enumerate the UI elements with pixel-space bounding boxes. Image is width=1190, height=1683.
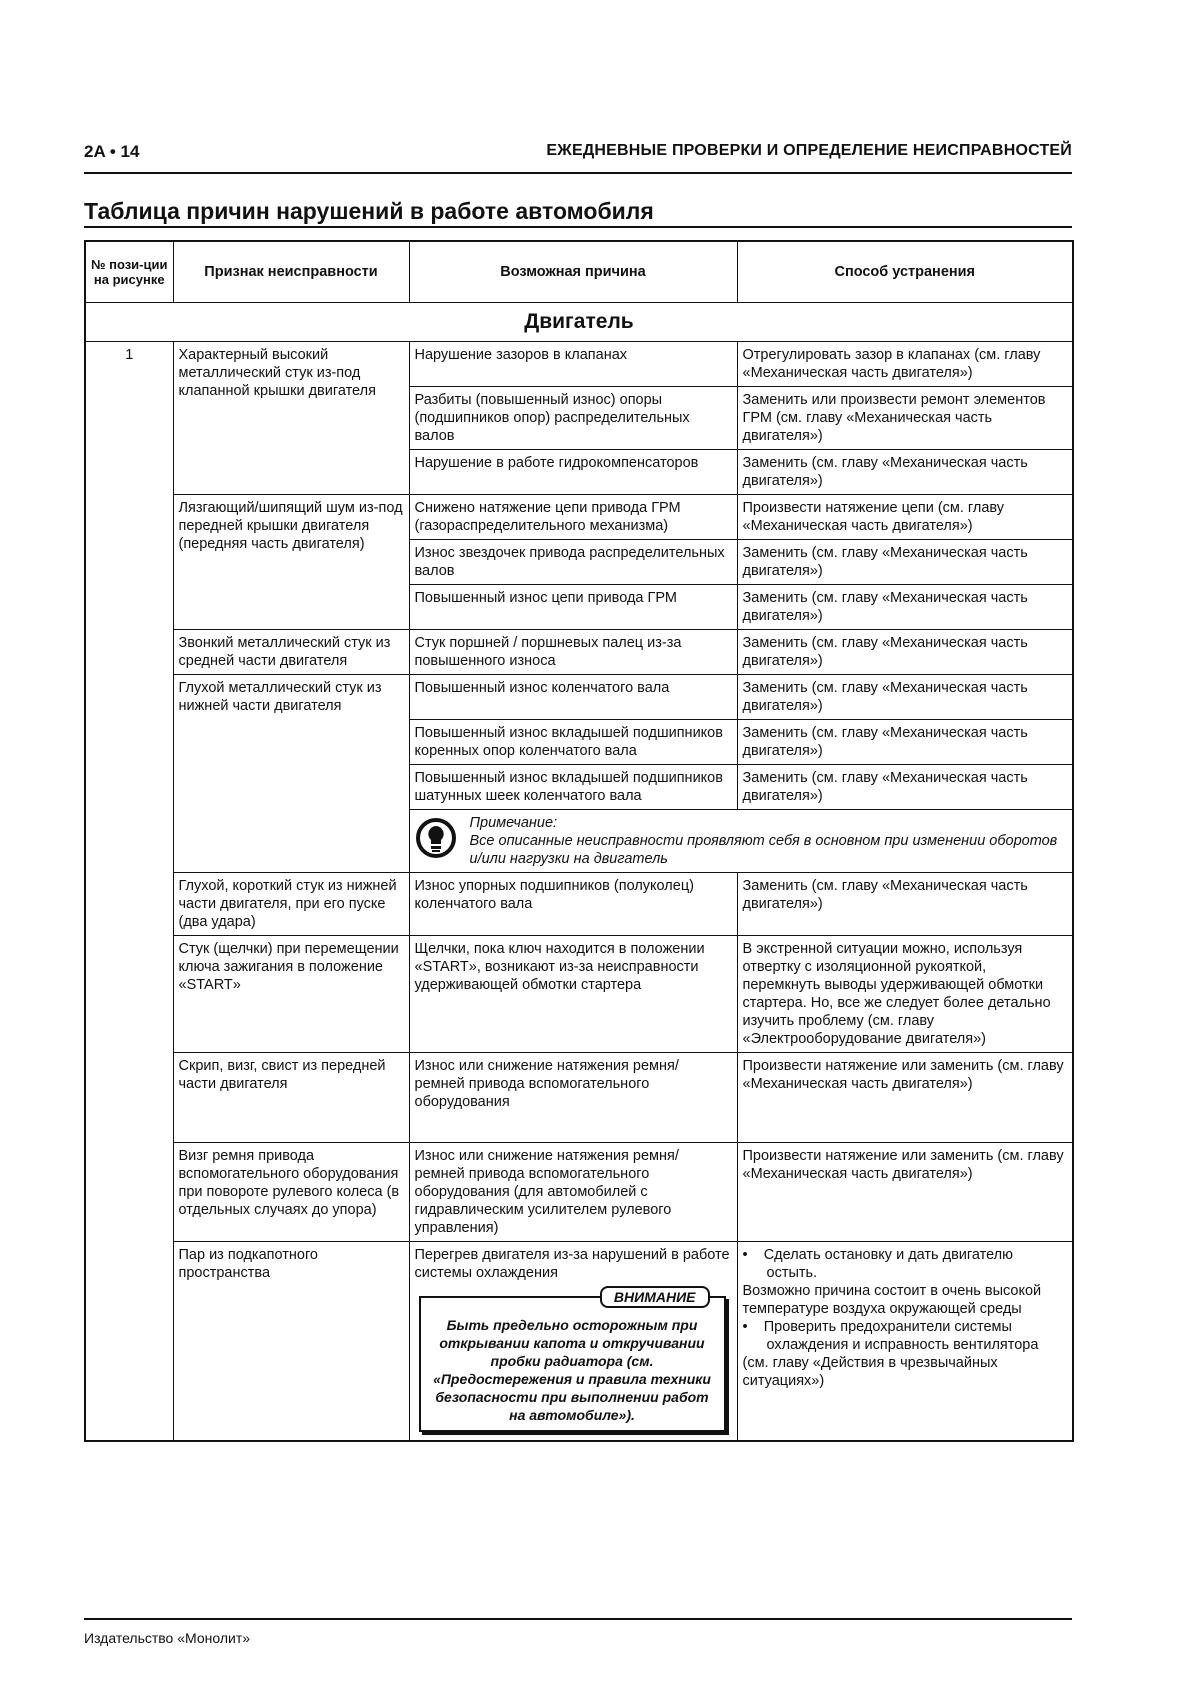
- running-head: ЕЖЕДНЕВНЫЕ ПРОВЕРКИ И ОПРЕДЕЛЕНИЕ НЕИСПРАВНОСТЕЙ: [546, 142, 1072, 159]
- table-row: [85, 495, 1073, 540]
- note-cell: [409, 810, 1073, 873]
- remedy-cell: В экстренной ситуации можно, используя отвертку с изоляционной рукояткой, перемкнуть выводы удерживающей обмотки стартера. Но, все же следует более детально изучить проблему (см. главу «Электрооборудование двигателя»): [737, 936, 1073, 1053]
- remedy-bullet-text: Сделать остановку и дать двигателю остыть.: [763, 1247, 1013, 1281]
- symptom-cell: Характерный высокий металлический стук из-под клапанной крышки двигателя: [173, 342, 409, 495]
- remedy-reference: (см. главу «Действия в чрезвычайных ситуациях»): [742, 1355, 998, 1389]
- cause-cell: [409, 1242, 737, 1442]
- symptom-cell: Пар из подкапотного пространства: [173, 1242, 409, 1442]
- table-row: [85, 873, 1073, 936]
- remedy-cell: Произвести натяжение или заменить (см. главу «Механическая часть двигателя»): [737, 1143, 1073, 1242]
- fault-table: [84, 240, 1074, 1442]
- cause-cell: Повышенный износ цепи привода ГРМ: [409, 585, 737, 630]
- header-rule: [84, 172, 1072, 174]
- lightbulb-icon: [416, 818, 456, 858]
- cause-cell: Износ или снижение натяжения ремня/ ремней привода вспомогательного оборудования (для автомобилей с гидравлическим усилителем рулевого управления): [409, 1143, 737, 1242]
- cause-cell: Износ или снижение натяжения ремня/ ремней привода вспомогательного оборудования: [409, 1053, 737, 1143]
- section-row: [85, 303, 1073, 342]
- remedy-cell: Заменить или произвести ремонт элементов ГРМ (см. главу «Механическая часть двигателя»): [737, 387, 1073, 450]
- table-row: [85, 675, 1073, 720]
- cause-cell: Повышенный износ коленчатого вала: [409, 675, 737, 720]
- note-text: Все описанные неисправности проявляют себя в основном при изменении оборотов и/или нагрузки на двигатель: [469, 833, 1058, 867]
- column-header-cause: Возможная причина: [409, 241, 737, 303]
- remedy-cell: Заменить (см. главу «Механическая часть двигателя»): [737, 720, 1073, 765]
- remedy-cell: Отрегулировать зазор в клапанах (см. главу «Механическая часть двигателя»): [737, 342, 1073, 387]
- remedy-cell: Заменить (см. главу «Механическая часть двигателя»): [737, 675, 1073, 720]
- table-row: [85, 342, 1073, 387]
- symptom-cell: Визг ремня привода вспомогательного оборудования при повороте рулевого колеса (в отдельных случаях до упора): [173, 1143, 409, 1242]
- remedy-cell: Заменить (см. главу «Механическая часть двигателя»): [737, 873, 1073, 936]
- cause-cell: Нарушение зазоров в клапанах: [409, 342, 737, 387]
- cause-cell: Износ звездочек привода распределительных валов: [409, 540, 737, 585]
- symptom-cell: Лязгающий/шипящий шум из-под передней крышки двигателя (передняя часть двигателя): [173, 495, 409, 630]
- remedy-cell: Заменить (см. главу «Механическая часть двигателя»): [737, 585, 1073, 630]
- footer-rule: [84, 1618, 1072, 1620]
- page-number: 2A • 14: [84, 142, 140, 161]
- publisher-name: Издательство «Монолит»: [84, 1630, 251, 1646]
- symptom-cell: Звонкий металлический стук из средней части двигателя: [173, 630, 409, 675]
- remedy-cell: Заменить (см. главу «Механическая часть двигателя»): [737, 450, 1073, 495]
- cause-cell: Щелчки, пока ключ находится в положении «START», возникают из-за неисправности удерживающей обмотки стартера: [409, 936, 737, 1053]
- fault-table-wrapper: [84, 240, 1072, 1442]
- cause-cell: Повышенный износ вкладышей подшипников шатунных шеек коленчатого вала: [409, 765, 737, 810]
- cause-cell: Стук поршней / поршневых палец из-за повышенного износа: [409, 630, 737, 675]
- remedy-cell: Заменить (см. главу «Механическая часть двигателя»): [737, 630, 1073, 675]
- table-row: [85, 936, 1073, 1053]
- remedy-cell: Заменить (см. главу «Механическая часть двигателя»): [737, 765, 1073, 810]
- section-heading-engine: Двигатель: [85, 303, 1073, 342]
- remedy-bullet: • Сделать остановку и дать двигателю остыть.: [742, 1247, 1013, 1281]
- position-number: 1: [85, 342, 173, 1442]
- column-header-remedy: Способ устранения: [737, 241, 1073, 303]
- remedy-text: Возможно причина состоит в очень высокой температуре воздуха окружающей среды: [742, 1283, 1042, 1317]
- column-header-position: № пози-ции на рисунке: [85, 241, 173, 303]
- table-header-row: [85, 241, 1073, 303]
- cause-cell: Повышенный износ вкладышей подшипников коренных опор коленчатого вала: [409, 720, 737, 765]
- table-row: [85, 1143, 1073, 1242]
- remedy-cell: Произвести натяжение или заменить (см. главу «Механическая часть двигателя»): [737, 1053, 1073, 1143]
- remedy-cell: Произвести натяжение цепи (см. главу «Механическая часть двигателя»): [737, 495, 1073, 540]
- cause-cell: Износ упорных подшипников (полуколец) коленчатого вала: [409, 873, 737, 936]
- section-title: Таблица причин нарушений в работе автомобиля: [84, 198, 654, 224]
- remedy-cell: Заменить (см. главу «Механическая часть двигателя»): [737, 540, 1073, 585]
- warning-box: [419, 1289, 726, 1432]
- warning-label: ВНИМАНИЕ: [600, 1286, 710, 1308]
- warning-text: Быть предельно осторожным при открывании капота и откручивании пробки радиатора (см. «Предостережения и правила техники безопасности при выполнении работ на автомобиле»).: [433, 1317, 711, 1423]
- table-row: [85, 1242, 1073, 1442]
- symptom-cell: Глухой металлический стук из нижней части двигателя: [173, 675, 409, 873]
- table-row: [85, 1053, 1073, 1143]
- symptom-cell: Глухой, короткий стук из нижней части двигателя, при его пуске (два удара): [173, 873, 409, 936]
- cause-cell: Разбиты (повышенный износ) опоры (подшипников опор) распределительных валов: [409, 387, 737, 450]
- remedy-cell: [737, 1242, 1073, 1442]
- cause-text: Перегрев двигателя из-за нарушений в работе системы охлаждения: [414, 1247, 730, 1281]
- symptom-cell: Стук (щелчки) при перемещении ключа зажигания в положение «START»: [173, 936, 409, 1053]
- title-rule: [84, 226, 1072, 228]
- remedy-bullet-text: Проверить предохранители системы охлаждения и исправность вентилятора: [763, 1319, 1039, 1353]
- symptom-cell: Скрип, визг, свист из передней части двигателя: [173, 1053, 409, 1143]
- note-title: Примечание:: [469, 815, 558, 831]
- table-row: [85, 630, 1073, 675]
- column-header-symptom: Признак неисправности: [173, 241, 409, 303]
- cause-cell: Нарушение в работе гидрокомпенсаторов: [409, 450, 737, 495]
- remedy-bullet: • Проверить предохранители системы охлаждения и исправность вентилятора: [742, 1319, 1039, 1353]
- cause-cell: Снижено натяжение цепи привода ГРМ (газораспределительного механизма): [409, 495, 737, 540]
